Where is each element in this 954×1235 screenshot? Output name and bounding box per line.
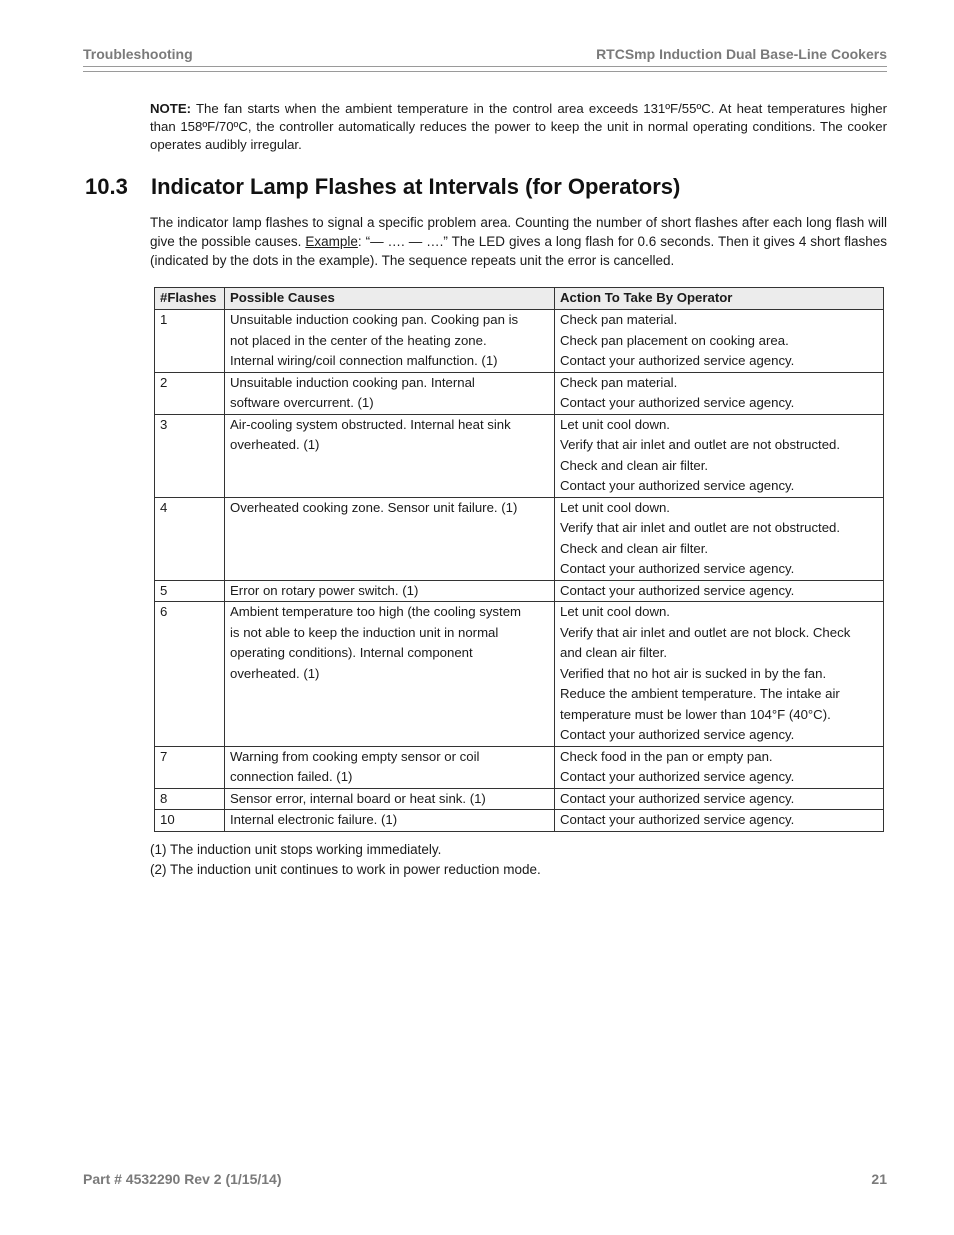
action-line: Verify that air inlet and outlet are not block. Check — [560, 624, 851, 640]
page-number: 21 — [871, 1171, 887, 1187]
action-line: Let unit cool down. — [560, 416, 670, 432]
action-line: Let unit cool down. — [560, 499, 670, 515]
actions-cell — [555, 810, 884, 832]
action-line: Reduce the ambient temperature. The intake air — [560, 686, 840, 701]
causes-cell — [225, 497, 555, 580]
header-document-title: RTCSmp Induction Dual Base-Line Cookers — [596, 46, 887, 62]
intro-example-word: Example — [305, 234, 358, 249]
causes-cell — [225, 310, 555, 373]
table-row — [155, 602, 884, 747]
cause-line: is not able to keep the induction unit in normal — [230, 624, 499, 640]
flashes-cell: 1 — [155, 310, 225, 373]
action-line: Verify that air inlet and outlet are not obstructed. — [560, 437, 841, 452]
actions-cell — [555, 414, 884, 497]
action-line: Let unit cool down. — [560, 604, 670, 619]
section-number: 10.3 — [85, 174, 128, 199]
action-line: Verify that air inlet and outlet are not obstructed. — [560, 520, 841, 535]
causes-cell — [225, 810, 555, 832]
action-line: Contact your authorized service agency. — [560, 582, 795, 598]
action-line: Verified that no hot air is sucked in by the fan. — [560, 665, 827, 681]
action-line: Contact your authorized service agency. — [560, 727, 795, 742]
causes-cell — [225, 602, 555, 747]
footnote-1: (1) The induction unit stops working immediately. — [150, 842, 442, 857]
table-row — [155, 580, 884, 602]
table-row — [155, 788, 884, 810]
causes-cell — [225, 746, 555, 788]
cause-line: overheated. (1) — [230, 437, 320, 452]
causes-cell — [225, 788, 555, 810]
note-label: NOTE: — [150, 101, 192, 116]
flashes-cell: 10 — [155, 810, 225, 832]
action-line: Check pan material. — [560, 312, 678, 327]
cause-line: Internal electronic failure. (1) — [230, 812, 398, 827]
table-header-row — [155, 288, 884, 310]
table-body — [155, 310, 884, 832]
actions-cell — [555, 372, 884, 414]
flashes-cell: 5 — [155, 580, 225, 602]
cause-line: software overcurrent. (1) — [230, 395, 374, 410]
action-line: Contact your authorized service agency. — [560, 395, 795, 410]
footnotes — [150, 840, 541, 879]
cause-line: Air-cooling system obstructed. Internal heat sink — [230, 416, 511, 432]
cause-line: connection failed. (1) — [230, 769, 353, 784]
table-row — [155, 810, 884, 832]
action-line: Contact your authorized service agency. — [560, 478, 795, 493]
actions-cell — [555, 788, 884, 810]
causes-cell — [225, 414, 555, 497]
header-flashes: #Flashes — [155, 288, 225, 310]
causes-cell — [225, 580, 555, 602]
section-heading — [85, 174, 680, 200]
action-line: Check and clean air filter. — [560, 457, 709, 473]
action-line: Check and clean air filter. — [560, 540, 709, 556]
action-line: Check pan material. — [560, 374, 678, 390]
flashes-cell: 8 — [155, 788, 225, 810]
header-possible-causes: Possible Causes — [225, 288, 555, 310]
flashes-cell: 3 — [155, 414, 225, 497]
causes-cell — [225, 372, 555, 414]
cause-line: Unsuitable induction cooking pan. Internal — [230, 374, 475, 390]
action-line: Check pan placement on cooking area. — [560, 332, 789, 348]
table-row — [155, 497, 884, 580]
flash-codes-table — [154, 287, 884, 832]
cause-line: Unsuitable induction cooking pan. Cooking pan is — [230, 312, 519, 327]
actions-cell — [555, 310, 884, 373]
cause-line: Sensor error, internal board or heat sink. (1) — [230, 790, 486, 806]
flashes-cell: 7 — [155, 746, 225, 788]
note-text: The fan starts when the ambient temperature in the control area exceeds 131ºF/55ºC. At heat temperatures higher than 158ºF/70ºC, the controller automatically reduces the power to keep the unit in normal operating conditions. The cooker operates audibly irregular. — [150, 101, 887, 152]
header-action: Action To Take By Operator — [555, 288, 884, 310]
note-paragraph — [150, 100, 887, 154]
cause-line: Error on rotary power switch. (1) — [230, 582, 419, 598]
action-line: temperature must be lower than 104°F (40°C). — [560, 706, 831, 722]
actions-cell — [555, 580, 884, 602]
page-footer — [83, 1171, 887, 1187]
actions-cell — [555, 602, 884, 747]
action-line: and clean air filter. — [560, 645, 668, 660]
footnote-2: (2) The induction unit continues to work in power reduction mode. — [150, 861, 541, 877]
actions-cell — [555, 497, 884, 580]
section-title: Indicator Lamp Flashes at Intervals (for Operators) — [151, 174, 681, 199]
action-line: Contact your authorized service agency. — [560, 812, 795, 827]
table-row — [155, 746, 884, 788]
cause-line: Overheated cooking zone. Sensor unit failure. (1) — [230, 499, 518, 515]
footer-part-number: Part # 4532290 Rev 2 (1/15/14) — [83, 1171, 282, 1187]
table-row — [155, 372, 884, 414]
flashes-cell: 6 — [155, 602, 225, 747]
header-divider — [83, 66, 887, 72]
action-line: Contact your authorized service agency. — [560, 353, 795, 368]
table-row — [155, 414, 884, 497]
intro-paragraph — [150, 213, 887, 270]
actions-cell — [555, 746, 884, 788]
intro-text-before: The indicator lamp flashes to signal a specific problem area. Counting the number of short flashes after each long flash will give the possible causes. — [150, 215, 887, 249]
flashes-cell: 2 — [155, 372, 225, 414]
action-line: Contact your authorized service agency. — [560, 790, 795, 806]
cause-line: overheated. (1) — [230, 665, 320, 681]
action-line: Contact your authorized service agency. — [560, 561, 795, 576]
page-header — [83, 46, 887, 62]
action-line: Check food in the pan or empty pan. — [560, 748, 773, 764]
cause-line: not placed in the center of the heating zone. — [230, 332, 487, 348]
table-row — [155, 310, 884, 373]
flashes-cell: 4 — [155, 497, 225, 580]
intro-text-after: : “— …. — ….” The LED gives a long flash for 0.6 seconds. Then it gives 4 short flashes (indicated by the dots in the example). The sequence repeats unit the error is cancelled. — [150, 234, 887, 268]
action-line: Contact your authorized service agency. — [560, 769, 795, 784]
cause-line: Internal wiring/coil connection malfunction. (1) — [230, 353, 498, 368]
cause-line: operating conditions). Internal component — [230, 645, 473, 660]
header-section-name: Troubleshooting — [83, 46, 193, 62]
cause-line: Ambient temperature too high (the cooling system — [230, 604, 522, 619]
cause-line: Warning from cooking empty sensor or coil — [230, 748, 480, 764]
